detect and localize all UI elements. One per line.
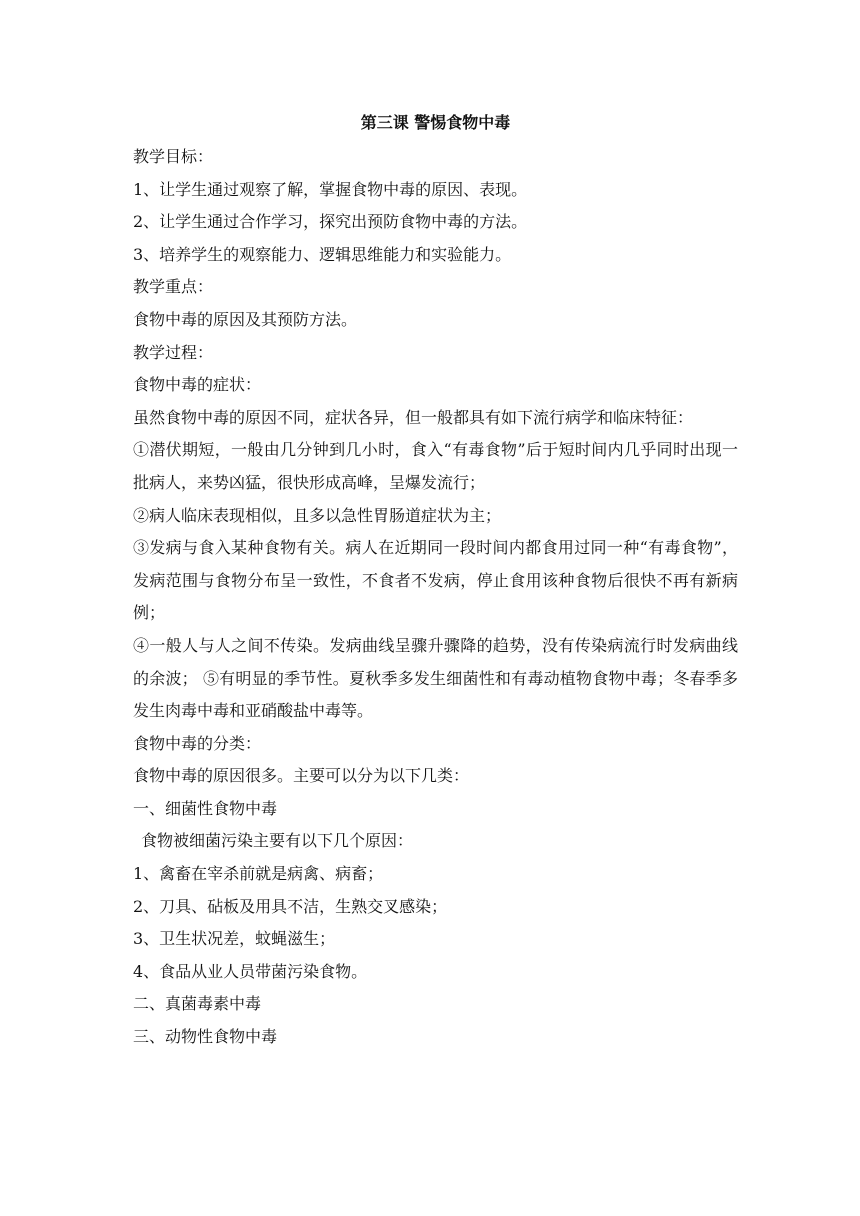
key-point-text: 食物中毒的原因及其预防方法。 <box>133 309 358 329</box>
list-item: 3、卫生状况差，蚊蝇滋生； <box>133 929 336 949</box>
objective-item: 1、让学生通过观察了解，掌握食物中毒的原因、表现。 <box>133 179 528 199</box>
paragraph: ①潜伏期短，一般由几分钟到几小时，食入“有毒食物”后于短时间内几乎同时出现一批病人，来势凶猛，很快形成高峰，呈爆发流行； <box>133 440 738 492</box>
subheading-classification: 食物中毒的分类： <box>133 733 262 753</box>
list-item: 4、食品从业人员带菌污染食物。 <box>133 961 368 981</box>
section-heading-objectives: 教学目标： <box>133 147 214 166</box>
objective-item: 2、让学生通过合作学习，探究出预防食物中毒的方法。 <box>133 212 528 232</box>
category-heading: 二、真菌毒素中毒 <box>133 994 262 1014</box>
paragraph: ④一般人与人之间不传染。发病曲线呈骤升骤降的趋势，没有传染病流行时发病曲线的余波； ⑤有明显的季节性。夏秋季多发生细菌性和有毒动植物食物中毒；冬春季多发生肉毒中毒和亚硝酸盐中毒等。 <box>133 635 738 721</box>
paragraph: 食物中毒的原因很多。主要可以分为以下几类： <box>133 766 470 786</box>
subheading-symptoms: 食物中毒的症状： <box>133 375 262 395</box>
paragraph: ③发病与食入某种食物有关。病人在近期同一段时间内都食用过同一种“有毒食物”，发病范围与食物分布呈一致性，不食者不发病，停止食用该种食物后很快不再有新病例； <box>133 538 738 623</box>
category-heading: 三、动物性食物中毒 <box>133 1027 278 1047</box>
paragraph: 食物被细菌污染主要有以下几个原因： <box>141 831 414 851</box>
section-heading-process: 教学过程： <box>133 342 214 362</box>
paragraph: ②病人临床表现相似，且多以急性胃肠道症状为主； <box>133 505 502 525</box>
list-item: 1、禽畜在宰杀前就是病禽、病畜； <box>133 864 384 884</box>
category-heading: 一、细菌性食物中毒 <box>133 798 278 818</box>
list-item: 2、刀具、砧板及用具不洁，生熟交叉感染； <box>133 896 448 916</box>
document-title: 第三课 警惕食物中毒 <box>360 113 511 132</box>
document-body <box>133 107 738 1054</box>
objective-item: 3、培养学生的观察能力、逻辑思维能力和实验能力。 <box>133 244 512 264</box>
section-heading-key-points: 教学重点： <box>133 277 214 297</box>
paragraph: 虽然食物中毒的原因不同，症状各异，但一般都具有如下流行病学和临床特征： <box>133 407 694 427</box>
